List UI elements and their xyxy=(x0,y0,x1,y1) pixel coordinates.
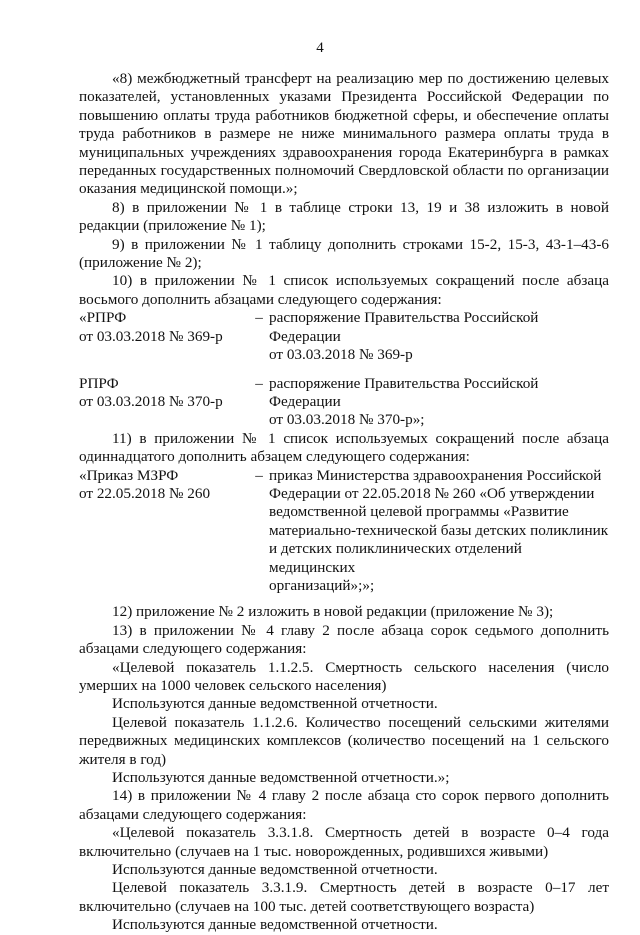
paragraph-data-source: Используются данные ведомственной отчетности. xyxy=(112,861,438,879)
abbreviation-term: РПРФ от 03.03.2018 № 370-р xyxy=(79,374,223,410)
abbreviation-term: «Приказ МЗРФ от 22.05.2018 № 260 xyxy=(79,466,211,502)
abbreviation-dash: – xyxy=(255,374,263,392)
paragraph-indicator-3319: Целевой показатель 3.3.1.9. Смертность детей в возрасте 0–17 лет включительно (случаев на 100 тыс. детей соответствующего возраста) xyxy=(79,879,609,915)
paragraph-item-12: 12) приложение № 2 изложить в новой редакции (приложение № 3); xyxy=(112,603,554,621)
paragraph-indicator-1126: Целевой показатель 1.1.2.6. Количество посещений сельскими жителями передвижных медицинских комплексов (количество посещений на 1 сельского жителя в год) xyxy=(79,713,609,768)
abbreviation-definition: распоряжение Правительства Российской Федерации от 03.03.2018 № 370-р»; xyxy=(269,374,539,429)
paragraph-8-transfer: «8) межбюджетный трансферт на реализацию мер по достижению целевых показателей, установленных указами Президента Российской Федерации по повышению оплаты труда работников бюджетной сферы, и обеспечение оплаты труда работников в размере не ниже минимального размера оплаты труда в муниципальных учреждениях здравоохранения города Екатеринбурга в рамках переданных государственных полномочий Свердловской области по организации оказания медицинской помощи.»; xyxy=(79,70,609,198)
abbreviation-entry xyxy=(79,467,609,596)
paragraph-item-9: 9) в приложении № 1 таблицу дополнить строками 15-2, 15-3, 43-1–43-6 (приложение № 2); xyxy=(79,235,609,272)
paragraph-indicator-1125: «Целевой показатель 1.1.2.5. Смертность сельского населения (число умерших на 1000 человек сельского населения) xyxy=(79,658,609,694)
abbreviation-definition: приказ Министерства здравоохранения Российской Федерации от 22.05.2018 № 260 «Об утверждении ведомственной целевой программы «Развитие материально-технической базы детских поликлиник и детских поликлинических отделений медицинских организаций»;»; xyxy=(269,466,609,594)
abbreviation-dash: – xyxy=(255,309,263,327)
paragraph-indicator-3318: «Целевой показатель 3.3.1.8. Смертность детей в возрасте 0–4 года включительно (случаев на 1 тыс. новорожденных, родившихся живыми) xyxy=(79,824,609,860)
abbreviation-entry xyxy=(79,309,609,364)
paragraph-item-13: 13) в приложении № 4 главу 2 после абзаца сорок седьмого дополнить абзацами следующего содержания: xyxy=(79,621,609,658)
abbreviation-definition: распоряжение Правительства Российской Федерации от 03.03.2018 № 369-р xyxy=(269,309,539,364)
abbreviation-term: «РПРФ от 03.03.2018 № 369-р xyxy=(79,309,223,345)
abbreviation-entry xyxy=(79,375,609,430)
paragraph-data-source: Используются данные ведомственной отчетности. xyxy=(112,695,438,713)
paragraph-data-source: Используются данные ведомственной отчетности.»; xyxy=(112,769,450,787)
abbreviation-dash: – xyxy=(255,466,263,484)
paragraph-data-source: Используются данные ведомственной отчетности. xyxy=(112,916,438,934)
paragraph-item-8: 8) в приложении № 1 в таблице строки 13, 19 и 38 изложить в новой редакции (приложение № 1); xyxy=(79,198,609,235)
page-number: 4 xyxy=(316,40,324,56)
paragraph-item-14: 14) в приложении № 4 главу 2 после абзаца сто сорок первого дополнить абзацами следующего содержания: xyxy=(79,787,609,823)
paragraph-item-10: 10) в приложении № 1 список используемых сокращений после абзаца восьмого дополнить абзацами следующего содержания: xyxy=(79,272,609,308)
document-body xyxy=(79,70,609,935)
paragraph-item-11: 11) в приложении № 1 список используемых сокращений после абзаца одиннадцатого дополнить абзацем следующего содержания: xyxy=(79,429,609,466)
